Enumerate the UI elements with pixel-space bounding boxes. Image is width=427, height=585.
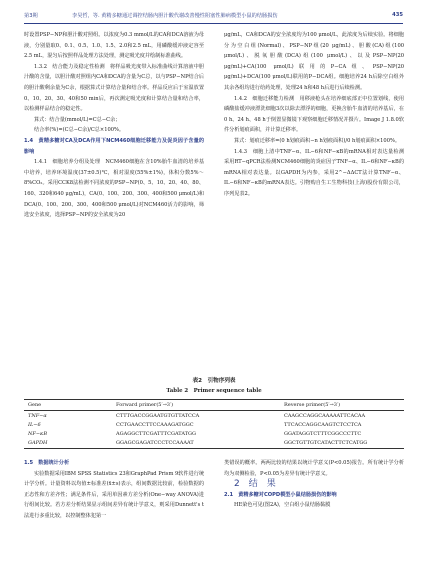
reverse-primer-cell: GGATAGGTCTTTCGGCCCTTC [284, 430, 362, 437]
table-caption-en: Table 2 Primer sequence table [166, 388, 262, 394]
table-row [24, 429, 404, 438]
body-paragraph: HE染色可见(图2A)，空白组小鼠结肠黏膜 [234, 502, 331, 509]
body-paragraph: 1.4.3 细胞上清中TNF−α、IL−6和NF−κB的mRNA相对表达量检测 采用RT−qPCR法检测NCM460细胞的炎症因子TNF−α、IL−6和NF−κB的mRNA相对表达量。以GAPDH为内参，采用2^−ΔΔCT法计算TNF−α、IL−6和NF−κB的mRNA表达。引物购自生工生物科技(上海)股份有限公司，序列见表2。 [224, 148, 410, 197]
gene-cell: GAPDH [24, 439, 112, 449]
reverse-primer-cell: CAAGCCAGGCAAAAATTCACAA [284, 412, 366, 419]
body-paragraph: 1.4.1 细胞培养分组及处理 NCM460细胞在含10%胎牛血清的培养基中培养，培养环境温度(37±0.5)℃，相对湿度(55%±1%)，体积分数5%～8%CO₂。采用CCK8法检测不同浓度的PSP−NP(0、5、10、20、40、80、160、320和640 μg/mL)，CA(0、100、200、300、400和500 μmol/L)和DCA(0、100、200、300、400和500 μmol/L)对NCM460活力的影响，筛选安全浓度，选择PSP−NP的安全浓度为20 [24, 159, 204, 219]
body-paragraph: 类错误的概率。两两比较的结果以统计学意义(P<0.05)报告。所有统计学分析均为双侧检验，P<0.05为差异有统计学意义。 [224, 460, 404, 477]
table-row [24, 411, 404, 421]
forward-primer-cell: GGAGCGAGATCCCTCCAAAAT [112, 439, 280, 449]
reverse-primer-cell: TTCACCAGGCAAGTCTCCTCA [284, 421, 362, 428]
forward-primer-cell: CCTGAACCTTCCAAAGATGGC [116, 421, 194, 428]
body-paragraph: 1.4.2 细胞迁移能力检测 用移液枪头在培养细底部正中位置划线，使用磷酸盐缓冲液漂洗细胞3次以除去漂浮的细胞，更换含胎牛血清的培养基后，在0 h、24 h、48 h于倒置显微镜下观察细胞迁移情况并摄片。Image J 1.8.0软件分析划痕面积，并计算迁移率。 [224, 95, 404, 134]
gene-cell: TNF−α [28, 412, 47, 419]
col-header-forward: Forward primer(5′→3′) [112, 400, 280, 411]
section-heading: 1.4 黄精多糖对CA及DCA作用下NCM460细胞迁移能力及促炎因子含量的影响 [24, 137, 204, 155]
lower-right-column [224, 458, 404, 511]
gene-cell: IL−6 [28, 421, 41, 428]
running-title: 李昊哲，等. 黄精多糖通过调控结肠内胆汁酸代谢改善慢性阻塞性肺病模型小鼠的结肠损伤 [72, 13, 278, 19]
body-paragraph: 1.3.2 结合能力及稳定性检测 将样品吸光度带入标准曲线计算溶液中胆汁酸的含量，以胆汁酸对照组内CA和DCA的含量为C总，以与PSP−NP结合后的胆汁酸剩余量为C余，根据算式计算结合量和结合率。样品反应后于室温放置0、10、20、30、40和50 min后，再次测定吸光度和计算结合量和结合率，以检测样品结合的稳定性。 [24, 63, 204, 113]
primer-table [24, 399, 404, 449]
left-column [24, 30, 204, 221]
table-body [24, 411, 404, 449]
col-header-reverse: Reverse primer(5′→3′) [280, 400, 404, 411]
body-paragraph: 结合率(%)=(C总−C余)/C总×100%。 [34, 127, 125, 134]
right-column [224, 30, 410, 200]
forward-primer-cell: CTTTGACCGGAATGTGTTATCCA [116, 412, 200, 419]
page-number: 435 [392, 12, 403, 18]
gene-cell: NF−κB [28, 430, 47, 437]
section-heading: 2.1 黄精多糖对COPD模型小鼠结肠损伤的影响 [224, 491, 337, 498]
body-paragraph: 实验数据采用IBM SPSS Statistics 23和GraphPad Prism 9软件进行统计学分析。计量资料以均值±标准差(x̄±s)表示，组间数据比较前，检验数据的正态性和方差齐性；满足条件后，采用单因素方差分析(One−way ANOVA)进行组间比较。若方差分析结果显示组间差异有统计学意义，则采用Dunnett's t法进行多重比较，以控制整体犯第一 [24, 470, 204, 519]
table-row [24, 420, 404, 429]
header-rule [24, 23, 403, 24]
body-paragraph: μg/mL，CA和DCA的安全浓度均为100 μmol/L，此浓度为后续实验。将细胞分为空白组(Normal)、PSP−NP组(20 μg/mL)、胆酸(CA)组(100 μmol/L)、脱氧胆酸(DCA)组(100 μmol/L)、以及PSP−NP(20 μg/mL)+CA(100 μmol/L)联用的P−CA组、PSP−NP(20 μg/mL)+DCA(100 μmol/L)联用的P−DCA组。细胞培养24 h后除空白组外其余各组均进行给药处理，处理24 h和48 h后进行后续检测。 [224, 32, 404, 91]
issue-label: 第3期 [24, 13, 38, 19]
section-heading: 1.5 数据统计分析 [24, 460, 70, 466]
table-header-row [24, 400, 404, 411]
table-caption-cn: 表2 引物序列表 [192, 378, 236, 384]
lower-left-column [24, 458, 204, 522]
table-row [24, 439, 404, 449]
reverse-primer-cell: GGCTGTTGTCATACTTCTCATGG [280, 439, 404, 449]
primer-table-block [24, 376, 404, 449]
body-paragraph: 时设置PSP−NP和胆汁酸对照组。以浓度为0.3 mmol/L的CA和DCA溶液为母液，分别量取0、0.1、0.5、1.0、1.5、2.0和2.5 mL，用磷酸缓冲液定容至2.5 mL，混匀后按照样品处理方法处理，测定吸光度并绘制标准曲线。 [24, 32, 204, 60]
forward-primer-cell: AGAGGCTTCGATTTCGATATGG [116, 430, 197, 437]
body-paragraph: 算式：划痕迁移率=(0 h划痕面积−n h划痕面积)/0 h划痕面积×100%。 [234, 137, 400, 144]
section-title: 2 结 果 [234, 479, 276, 490]
running-header [24, 12, 403, 22]
body-paragraph: 算式：结合量(mmol/L)=C总−C余； [34, 116, 121, 123]
col-header-gene: Gene [24, 400, 112, 411]
